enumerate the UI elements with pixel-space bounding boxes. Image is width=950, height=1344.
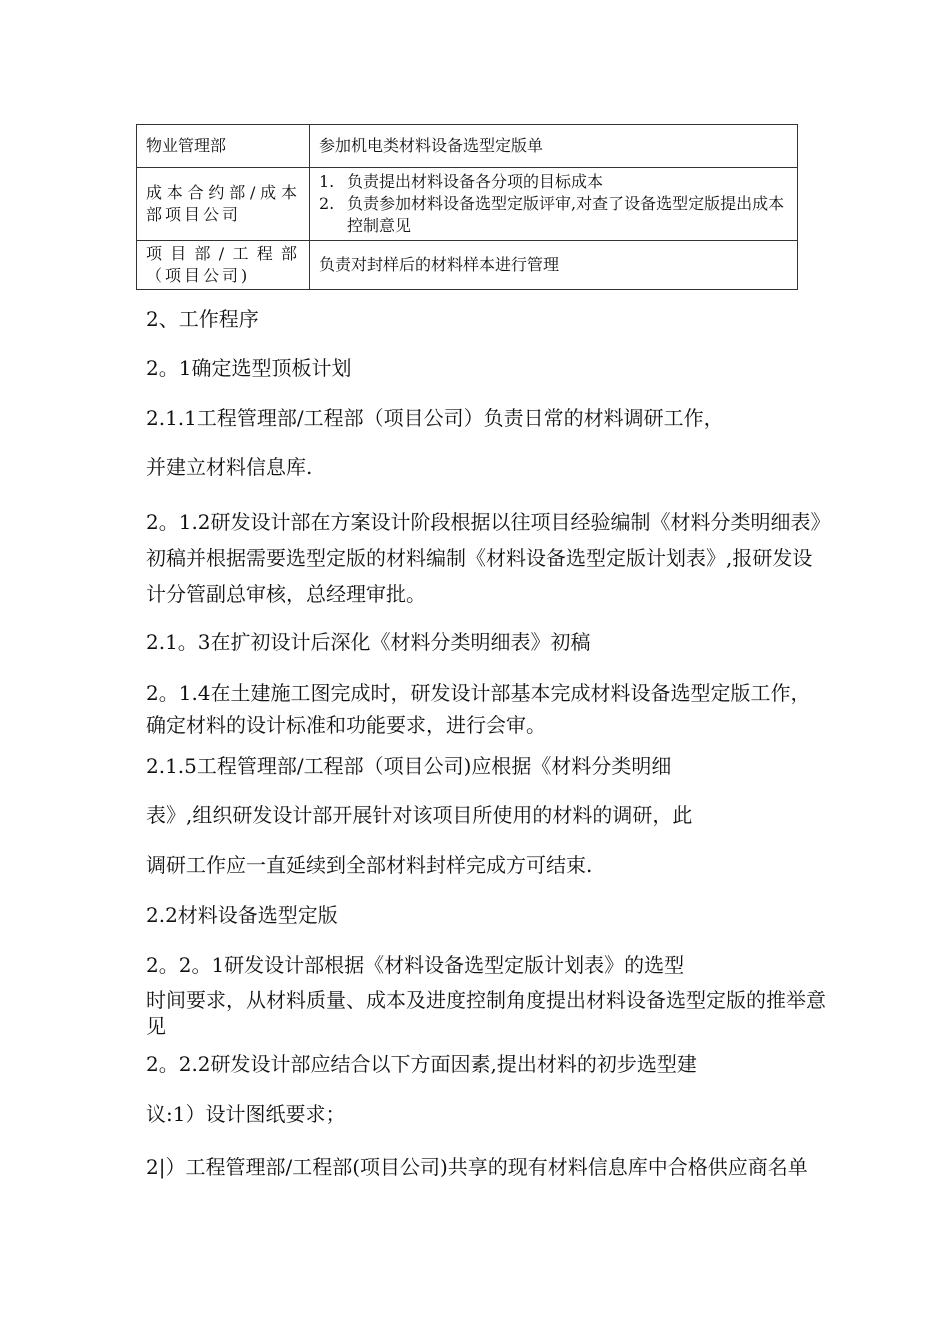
paragraph: 2.1。3在扩初设计后深化《材料分类明细表》初稿 [146,630,591,654]
paragraph: 调研工作应一直延续到全部材料封样完成方可结束. [146,853,593,877]
dept-cell: 项目部/工程部（项目公司) [137,241,310,290]
paragraph: 议:1）设计图纸要求； [146,1102,346,1126]
paragraph: 2.1.5工程管理部/工程部（项目公司)应根据《材料分类明细 [146,754,672,778]
paragraph: 并建立材料信息库. [146,455,313,479]
paragraph: 2。1.4在土建施工图完成时，研发设计部基本完成材料设备选型定版工作，确定材料的设计标准和功能要求，进行会审。 [146,681,811,737]
list-item [319,171,788,193]
paragraph: 2。2。1研发设计部根据《材料设备选型定版计划表》的选型 [146,953,685,977]
table-row [137,125,798,168]
list-text: 负责参加材料设备选型定版评审,对查了设备选型定版提出成本控制意见 [347,194,785,235]
paragraph: 2|）工程管理部/工程部(项目公司)共享的现有材料信息库中合格供应商名单 [146,1155,808,1179]
table-row [137,168,798,241]
list-number: 2. [319,194,335,213]
subsection-heading: 2.2材料设备选型定版 [146,903,338,927]
list-item [319,193,788,237]
dept-cell: 物业管理部 [137,125,310,168]
list-number: 1. [319,172,335,191]
section-heading: 2、工作程序 [146,307,259,331]
table-row [137,241,798,290]
paragraph: 2.1.1工程管理部/工程部（项目公司）负责日常的材料调研工作， [146,406,724,430]
duty-cell: 参加机电类材料设备选型定版单 [310,125,798,168]
duty-cell [310,168,798,241]
list-text: 负责提出材料设备各分项的目标成本 [347,172,604,191]
paragraph: 2。1.2研发设计部在方案设计阶段根据以往项目经验编制《材料分类明细表》初稿并根据需要选型定版的材料编制《材料设备选型定版计划表》,报研发设计分管副总审核，总经理审批。 [146,510,821,606]
subsection-heading: 2。1确定选型顶板计划 [146,356,352,380]
paragraph: 时间要求，从材料质量、成本及进度控制角度提出材料设备选型定版的推举意见 [146,988,826,1038]
duty-cell: 负责对封样后的材料样本进行管理 [310,241,798,290]
paragraph: 表》,组织研发设计部开展针对该项目所使用的材料的调研，此 [146,803,693,827]
dept-cell: 成本合约部/成本部项目公司 [137,168,310,241]
duty-list [319,171,788,237]
paragraph: 2。2.2研发设计部应结合以下方面因素,提出材料的初步选型建 [146,1052,697,1076]
responsibility-table [136,124,798,290]
